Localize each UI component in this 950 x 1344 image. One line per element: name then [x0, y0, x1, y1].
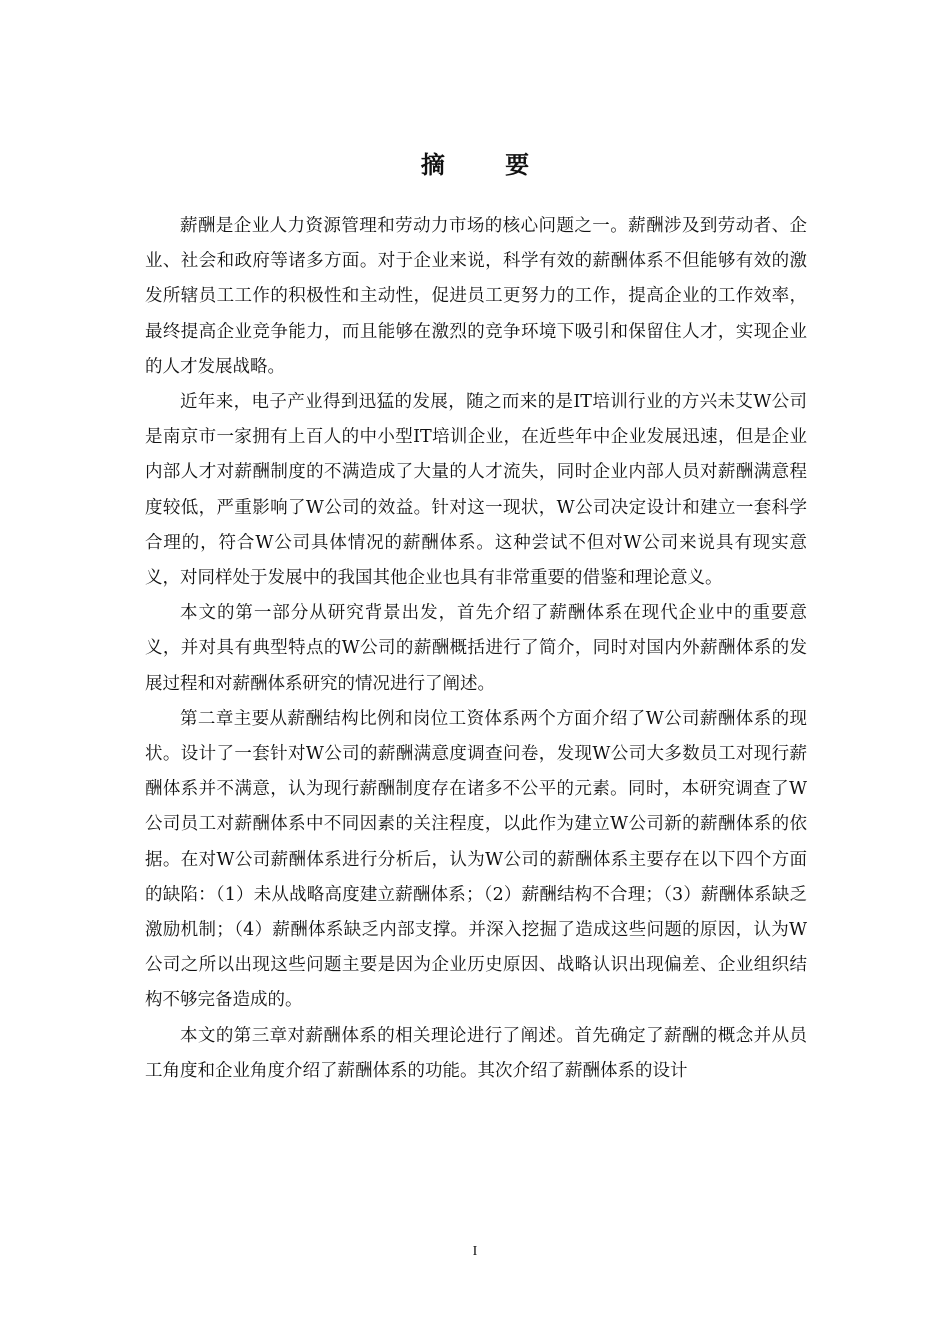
- paragraph-4: 第二章主要从薪酬结构比例和岗位工资体系两个方面介绍了W公司薪酬体系的现状。设计了一套针对W公司的薪酬满意度调查问卷，发现W公司大多数员工对现行薪酬体系并不满意，认为现行薪酬制度存在诸多不公平的元素。同时，本研究调查了W公司员工对薪酬体系中不同因素的关注程度，以此作为建立W公司新的薪酬体系的依据。在对W公司薪酬体系进行分析后，认为W公司的薪酬体系主要存在以下四个方面的缺陷：（1）未从战略高度建立薪酬体系；（2）薪酬结构不合理；（3）薪酬体系缺乏激励机制；（4）薪酬体系缺乏内部支撑。并深入挖掘了造成这些问题的原因，认为W公司之所以出现这些问题主要是因为企业历史原因、战略认识出现偏差、企业组织结构不够完备造成的。: [145, 708, 807, 1011]
- paragraph-5: 本文的第三章对薪酬体系的相关理论进行了阐述。首先确定了薪酬的概念并从员工角度和企业角度介绍了薪酬体系的功能。其次介绍了薪酬体系的设计: [145, 1025, 807, 1081]
- page-number: I: [472, 1244, 478, 1259]
- paragraph-2: 近年来，电子产业得到迅猛的发展，随之而来的是IT培训行业的方兴未艾W公司是南京市一家拥有上百人的中小型IT培训企业，在近些年中企业发展迅速，但是企业内部人才对薪酬制度的不满造成了大量的人才流失，同时企业内部人员对薪酬满意程度较低，严重影响了W公司的效益。针对这一现状，W公司决定设计和建立一套科学合理的，符合W公司具体情况的薪酬体系。这种尝试不但对W公司来说具有现实意义，对同样处于发展中的我国其他企业也具有非常重要的借鉴和理论意义。: [145, 392, 807, 589]
- paragraph-3: 本文的第一部分从研究背景出发，首先介绍了薪酬体系在现代企业中的重要意义，并对具有典型特点的W公司的薪酬概括进行了简介，同时对国内外薪酬体系的发展过程和对薪酬体系研究的情况进行了阐述。: [145, 603, 807, 694]
- abstract-body: [145, 209, 807, 1089]
- paragraph-1: 薪酬是企业人力资源管理和劳动力市场的核心问题之一。薪酬涉及到劳动者、企业、社会和政府等诸多方面。对于企业来说，科学有效的薪酬体系不但能够有效的激发所辖员工工作的积极性和主动性，促进员工更努力的工作，提高企业的工作效率，最终提高企业竞争能力，而且能够在激烈的竞争环境下吸引和保留住人才，实现企业的人才发展战略。: [145, 216, 807, 377]
- page-title: 摘 要: [420, 151, 556, 179]
